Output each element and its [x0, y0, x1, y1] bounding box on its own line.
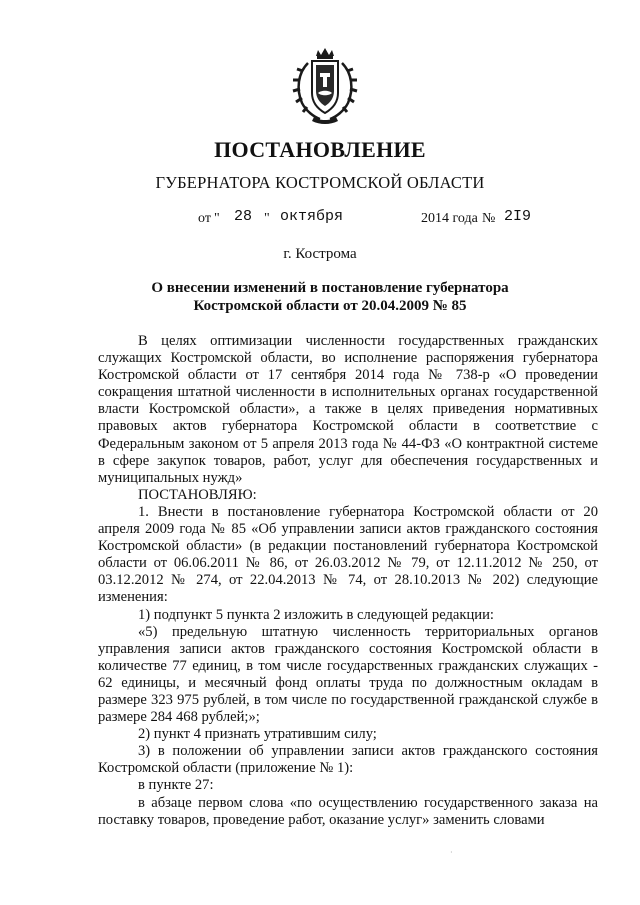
heading-line-1: О внесении изменений в постановление губернатора [151, 280, 509, 296]
paragraph-abzac-1: в абзаце первом слова «по осуществлению государственного заказа на поставку товаров, проведение работ, оказание услуг» заменить словами [98, 794, 598, 828]
number-sign: № [482, 211, 496, 226]
paragraph-resolve: ПОСТАНОВЛЯЮ: [138, 486, 257, 503]
document-body [98, 333, 598, 829]
page-mark: · [450, 848, 453, 857]
coat-of-arms-icon [290, 47, 360, 125]
document-heading [100, 279, 560, 315]
heading-line-2: Костромской области от 20.04.2009 № 85 [193, 298, 467, 314]
city: г. Кострома [283, 246, 357, 262]
date-day: 28 [234, 208, 253, 225]
date-year: 2014 года [421, 211, 478, 226]
paragraph-quote-5: «5) предельную штатную численность территориальных органов управления записи актов гражданского состояния Костромской области в количестве 77 единиц, в том числе государственных гражданских служащих - 62 единицы, и месячный фонд оплаты труда по должностным окладам в размере 323 975 рублей, в том числе по государственной гражданской службе в размере 284 468 рублей;»; [98, 623, 598, 726]
document-title: ПОСТАНОВЛЕНИЕ [214, 137, 426, 162]
paragraph-point-27: в пункте 27: [138, 777, 214, 794]
date-prefix: от [198, 211, 211, 226]
paragraph-subitem-1: 1) подпункт 5 пункта 2 изложить в следующей редакции: [138, 606, 494, 623]
paragraph-subitem-3: 3) в положении об управлении записи актов гражданского состояния Костромской области (приложение № 1): [98, 743, 598, 777]
paragraph-item-1: 1. Внести в постановление губернатора Костромской области от 20 апреля 2009 года № 85 «Об управлении записи актов гражданского состояния Костромской области» (в редакции постановлений губернатора Костромской области от 06.06.2011 № 86, от 26.03.2012 № 79, от 12.11.2012 № 250, от 03.12.2012 № 274, от 22.04.2013 № 74, от 28.10.2013 № 202) следующие изменения: [98, 503, 598, 606]
date-month: октября [280, 208, 344, 225]
date-quote-close: " [264, 211, 270, 226]
paragraph-preamble: В целях оптимизации численности государственных гражданских служащих Костромской области, во исполнение распоряжения губернатора Костромской области от 17 сентября 2014 года № 738-р «О проведении сокращения штатной численности в исполнительных органах государственной власти Костромской области», а также в целях приведения нормативных правовых актов губернатора Костромской области в соответствие с Федеральным законом от 5 апреля 2013 года № 44-ФЗ «О контрактной системе в сфере закупок товаров, работ, услуг для обеспечения государственных и муниципальных нужд» [98, 333, 598, 486]
document-number: 2I9 [504, 208, 532, 225]
issuer-title: ГУБЕРНАТОРА КОСТРОМСКОЙ ОБЛАСТИ [155, 173, 485, 192]
paragraph-subitem-2: 2) пункт 4 признать утратившим силу; [138, 726, 377, 743]
date-quote-open: " [214, 211, 220, 226]
